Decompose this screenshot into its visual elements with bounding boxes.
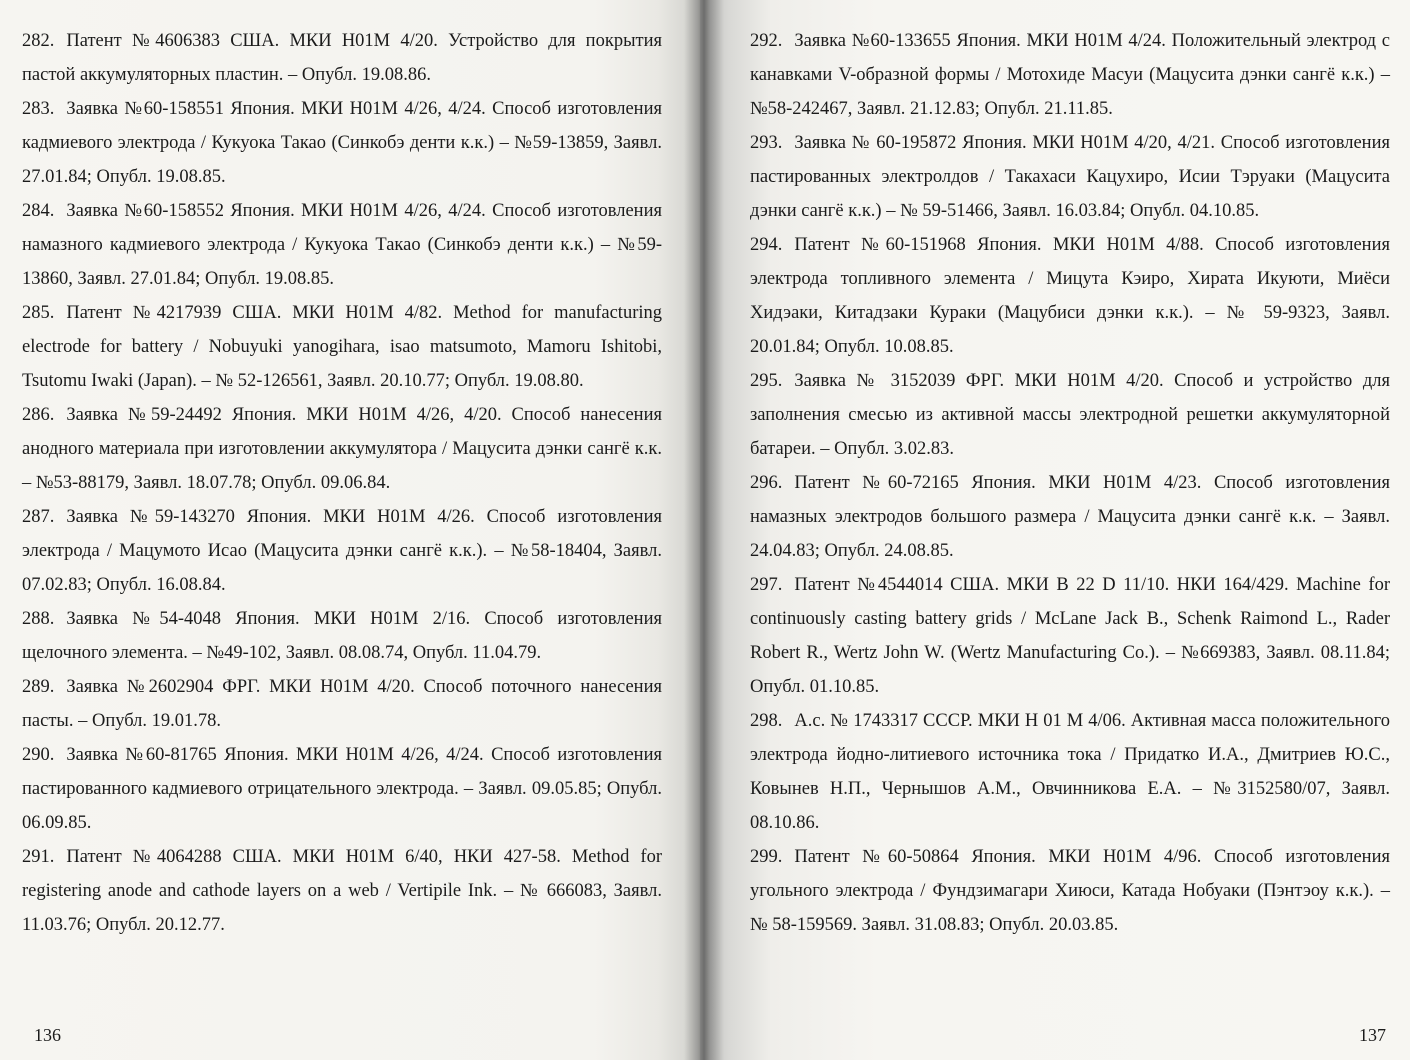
entry-text: Заявка №59-143270 Япония. МКИ H01M 4/26. Способ изготовления электрода / Мацумото Исао (Мацусита дэнки сангё к.к.). – №58-18404, Заявл. 07.02.83; Опубл. 16.08.84. xyxy=(22,507,662,595)
entry-text: Патент №60-50864 Япония. МКИ H01M 4/96. Способ изготовления угольного электрода / Фундзимагари Хиюси, Катада Нобуаки (Пэнтэоу к.к.). – № 58-159569. Заявл. 31.08.83; Опубл. 20.03.85. xyxy=(750,847,1390,935)
entry-number: 284. xyxy=(22,201,55,221)
reference-list-right xyxy=(750,24,1390,942)
reference-entry xyxy=(22,602,662,670)
entry-text: Заявка №60-81765 Япония. МКИ H01M 4/26, 4/24. Способ изготовления пастированного кадмиевого отрицательного электрода. – Заявл. 09.05.85; Опубл. 06.09.85. xyxy=(22,745,662,833)
entry-number: 294. xyxy=(750,235,783,255)
reference-entry xyxy=(22,398,662,500)
entry-text: Патент №60-151968 Япония. МКИ H01M 4/88. Способ изготовления электрода топливного элемента / Мицута Кэиро, Хирата Икуюти, Миёси Хидэаки, Китадзаки Кураки (Мацубиси дэнки к.к.). – № 59-9323, Заявл. 20.01.84; Опубл. 10.08.85. xyxy=(750,235,1390,357)
entry-text: Заявка №60-158551 Япония. МКИ H01M 4/26, 4/24. Способ изготовления кадмиевого электрода / Кукуока Такао (Синкобэ денти к.к.) – №59-13859, Заявл. 27.01.84; Опубл. 19.08.85. xyxy=(22,99,662,187)
entry-number: 299. xyxy=(750,847,783,867)
reference-entry xyxy=(750,840,1390,942)
entry-text: Заявка №2602904 ФРГ. МКИ H01M 4/20. Способ поточного нанесения пасты. – Опубл. 19.01.78. xyxy=(22,677,662,731)
entry-number: 290. xyxy=(22,745,55,765)
entry-text: Заявка № 3152039 ФРГ. МКИ H01M 4/20. Способ и устройство для заполнения смесью из активной массы электродной решетки аккумуляторной батареи. – Опубл. 3.02.83. xyxy=(750,371,1390,459)
entry-number: 289. xyxy=(22,677,55,697)
reference-entry xyxy=(750,364,1390,466)
entry-number: 287. xyxy=(22,507,55,527)
entry-number: 291. xyxy=(22,847,55,867)
entry-text: Патент №4544014 США. МКИ B 22 D 11/10. НКИ 164/429. Machine for continuously casting battery grids / McLane Jack B., Schenk Raimond L., Rader Robert R., Wertz John W. (Wertz Manufacturing Co.). – №669383, Заявл. 08.11.84; Опубл. 01.10.85. xyxy=(750,575,1390,697)
entry-number: 295. xyxy=(750,371,783,391)
entry-text: Патент №4064288 США. МКИ H01M 6/40, НКИ 427-58. Method for registering anode and cathode layers on a web / Vertipile Ink. – № 666083, Заявл. 11.03.76; Опубл. 20.12.77. xyxy=(22,847,662,935)
reference-entry xyxy=(22,738,662,840)
reference-entry xyxy=(22,194,662,296)
book-gutter-shadow xyxy=(684,0,724,1060)
entry-number: 288. xyxy=(22,609,55,629)
reference-entry xyxy=(750,126,1390,228)
reference-entry xyxy=(22,670,662,738)
left-page xyxy=(0,0,700,1060)
entry-number: 286. xyxy=(22,405,55,425)
entry-number: 296. xyxy=(750,473,783,493)
entry-number: 293. xyxy=(750,133,783,153)
entry-text: Заявка № 60-195872 Япония. МКИ H01M 4/20, 4/21. Способ изготовления пастированных электролдов / Такахаси Кацухиро, Исии Тэруаки (Мацусита дэнки сангё к.к.) – № 59-51466, Заявл. 16.03.84; Опубл. 04.10.85. xyxy=(750,133,1390,221)
reference-entry xyxy=(750,568,1390,704)
entry-number: 292. xyxy=(750,31,783,51)
entry-text: Заявка №60-133655 Япония. МКИ H01M 4/24. Положительный электрод с канавками V-образной формы / Мотохиде Масуи (Мацусита дэнки сангё к.к.) – №58-242467, Заявл. 21.12.83; Опубл. 21.11.85. xyxy=(750,31,1390,119)
entry-text: Заявка №59-24492 Япония. МКИ H01M 4/26, 4/20. Способ нанесения анодного материала при изготовлении аккумулятора / Мацусита дэнки сангё к.к. – №53-88179, Заявл. 18.07.78; Опубл. 09.06.84. xyxy=(22,405,662,493)
reference-entry xyxy=(22,92,662,194)
reference-entry xyxy=(750,466,1390,568)
entry-number: 282. xyxy=(22,31,55,51)
entry-text: Заявка №54-4048 Япония. МКИ H01M 2/16. Способ изготовления щелочного элемента. – №49-102, Заявл. 08.08.74, Опубл. 11.04.79. xyxy=(22,609,662,663)
entry-number: 285. xyxy=(22,303,55,323)
entry-number: 298. xyxy=(750,711,783,731)
reference-entry xyxy=(22,296,662,398)
page-number-right: 137 xyxy=(1359,1025,1386,1045)
reference-entry xyxy=(750,24,1390,126)
entry-text: Патент №4606383 США. МКИ H01M 4/20. Устройство для покрытия пастой аккумуляторных пластин. – Опубл. 19.08.86. xyxy=(22,31,662,85)
reference-entry xyxy=(22,24,662,92)
reference-entry xyxy=(750,704,1390,840)
page-number-left: 136 xyxy=(34,1025,61,1045)
reference-entry xyxy=(22,500,662,602)
reference-entry xyxy=(22,840,662,942)
entry-text: Патент №60-72165 Япония. МКИ H01M 4/23. Способ изготовления намазных электродов большого размера / Мацусита дэнки сангё к.к. – Заявл. 24.04.83; Опубл. 24.08.85. xyxy=(750,473,1390,561)
entry-number: 283. xyxy=(22,99,55,119)
right-page xyxy=(700,0,1410,1060)
reference-entry xyxy=(750,228,1390,364)
entry-text: Заявка №60-158552 Япония. МКИ H01M 4/26, 4/24. Способ изготовления намазного кадмиевого электрода / Кукуока Такао (Синкобэ денти к.к.) – №59-13860, Заявл. 27.01.84; Опубл. 19.08.85. xyxy=(22,201,662,289)
reference-list-left xyxy=(22,24,662,942)
entry-text: Патент №4217939 США. МКИ H01M 4/82. Method for manufacturing electrode for battery / Nobuyuki yanogihara, isao matsumoto, Mamoru Ishitobi, Tsutomu Iwaki (Japan). – № 52-126561, Заявл. 20.10.77; Опубл. 19.08.80. xyxy=(22,303,662,391)
entry-number: 297. xyxy=(750,575,783,595)
entry-text: А.с. № 1743317 СССР. МКИ H 01 M 4/06. Активная масса положительного электрода йодно-литиевого источника тока / Придатко И.А., Дмитриев Ю.С., Ковынев Н.П., Чернышов А.М., Овчинникова Е.А. – №3152580/07, Заявл. 08.10.86. xyxy=(750,711,1390,833)
